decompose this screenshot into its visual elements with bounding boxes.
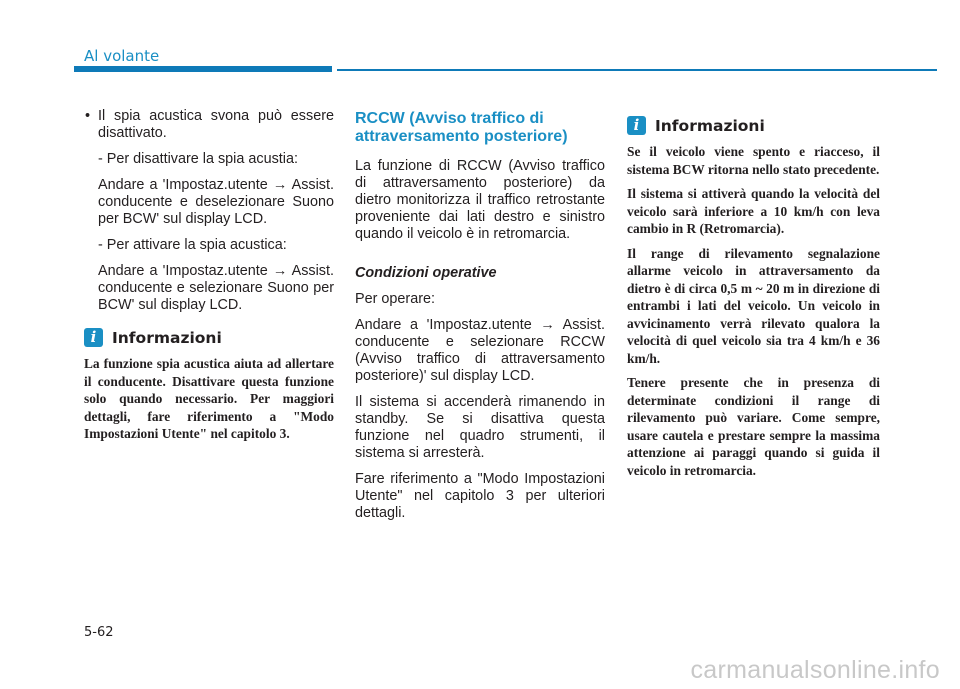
watermark: carmanualsonline.info [690,656,940,684]
section-title: RCCW (Avviso traffico di attraversamento posteriore) [355,110,568,145]
paragraph: Andare a 'Impostaz.utente → Assist. conducente e selezionare RCCW (Avviso traffico di attraversamento posteriore)' sul display LCD. [355,317,605,384]
bullet-dot: • [85,108,91,124]
info-icon: i [84,328,103,347]
header-rule-thin [337,69,937,71]
paragraph: Il sistema si accenderà rimanendo in standby. Se si disattiva questa funzione nel quadro strumenti, il sistema si arresterà. [355,394,605,461]
info-paragraph: Se il veicolo viene spento e riacceso, il sistema BCW ritorna nello stato precedente. [627,144,880,177]
column-right [627,108,880,486]
info-heading [627,116,880,135]
info-icon: i [627,116,646,135]
column-left [84,108,334,450]
info-paragraph: Il range di rilevamento segnalazione allarme veicolo in attraversamento da dietro è di circa 0,5 m ~ 20 m in direzione di entrambi i lati del veicolo. Un veicolo in avvicinamento verrà rilevato qualora la velocità di quel veicolo sia tra 4 km/h e 36 km/h. [627,245,880,366]
info-paragraph: Tenere presente che in presenza di determinate condizioni il range di rilevamento può variare. Come sempre, usare cautela e prestare sempre la massima attenzione ai paraggi quando si guida il veicolo in retromarcia. [627,375,880,478]
enable-text: Andare a 'Impostaz.utente → Assist. conducente e selezionare Suono per BCW' sul display LCD. [98,263,334,313]
info-title: Informazioni [112,328,222,347]
info-title: Informazioni [655,116,765,135]
page-number: 5-62 [84,625,114,640]
bullet-text: Il spia acustica svona può essere disattivato. [98,108,334,141]
info-text: La funzione spia acustica aiuta ad allertare il conducente. Disattivare questa funzione solo quando necessario. Per maggiori dettagli, fare riferimento a "Modo Impostazioni Utente" nel capitolo 3. [84,356,334,441]
bullet-item [84,108,334,142]
paragraph: Per operare: [355,291,435,307]
enable-label: - Per attivare la spia acustica: [98,237,287,253]
info-heading [84,328,334,347]
paragraph: Fare riferimento a "Modo Impostazioni Utente" nel capitolo 3 per ulteriori dettagli. [355,471,605,521]
disable-text: Andare a 'Impostaz.utente → Assist. conducente e deselezionare Suono per BCW' sul display LCD. [98,177,334,227]
subsection-title: Condizioni operative [355,265,497,281]
disable-label: - Per disattivare la spia acustia: [98,151,298,167]
header-rule-thick [74,66,332,72]
column-middle [355,108,605,531]
header-title: Al volante [84,47,160,65]
info-paragraph: Il sistema si attiverà quando la velocità del veicolo sarà inferiore a 10 km/h con leva cambio in R (Retromarcia). [627,186,880,236]
section-intro: La funzione di RCCW (Avviso traffico di attraversamento posteriore) da dietro monitorizza il traffico retrostante proveniente dai lati destro e sinistro quando il veicolo è in retromarcia. [355,158,605,242]
